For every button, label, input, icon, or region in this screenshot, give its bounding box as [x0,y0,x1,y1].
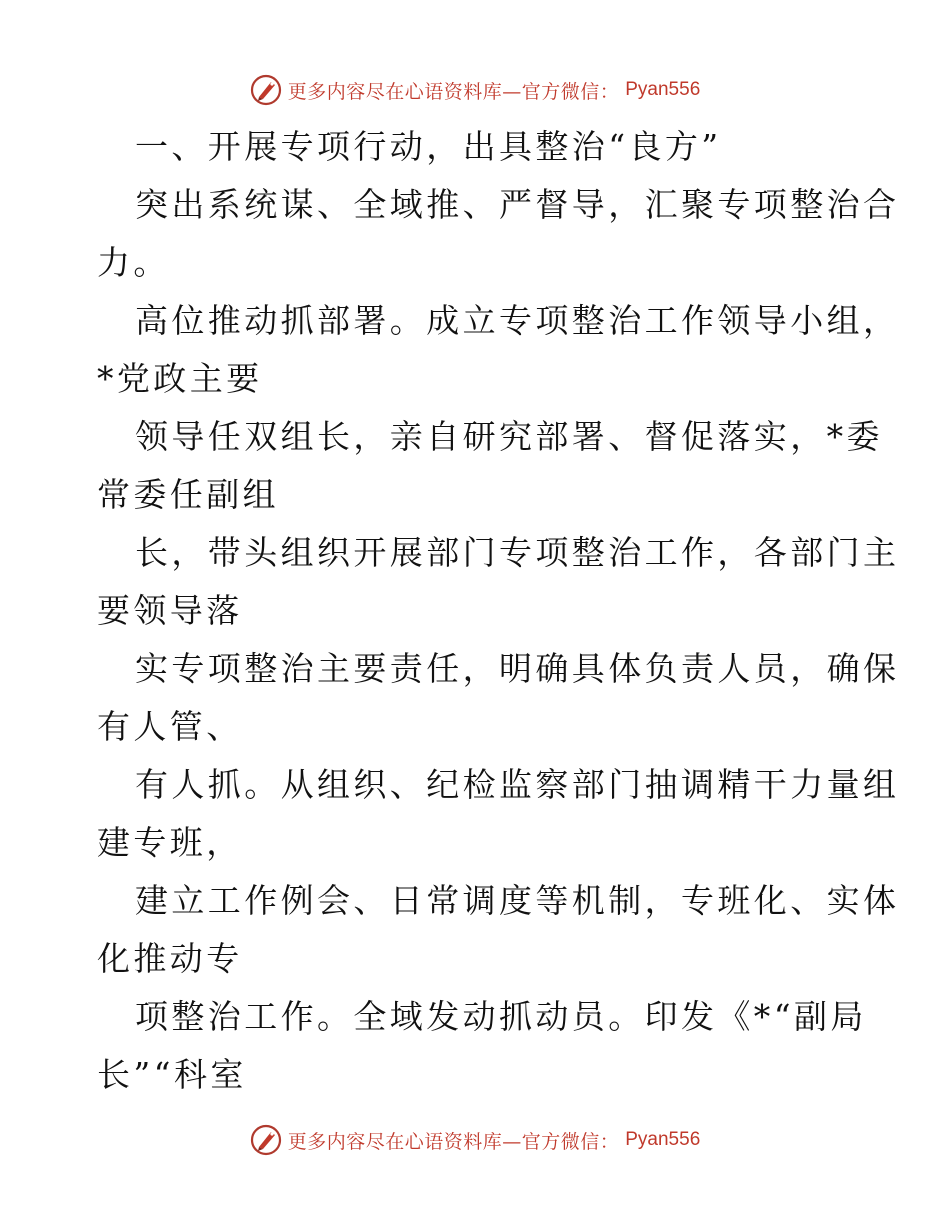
paragraph-line: 常委任副组 [97,475,279,514]
paragraph-line: 力。 [97,243,170,282]
pen-logo-icon [250,1124,282,1156]
header-watermark [0,72,950,108]
paragraph-line: 实专项整治主要责任，明确具体负责人员，确保 [135,649,900,688]
watermark-text: 更多内容尽在心语资料库—官方微信： [287,1130,620,1153]
paragraph-line: 长”“科室 [97,1055,247,1094]
paragraph-line: 建立工作例会、日常调度等机制，专班化、实体 [135,881,900,920]
document-body [97,118,900,1104]
paragraph-line: 项整治工作。全域发动抓动员。印发《*“副局 [135,997,867,1036]
paragraph-line: 长，带头组织开展部门专项整治工作，各部门主 [135,533,900,572]
paragraph-line: *党政主要 [97,359,263,398]
paragraph-line: 化推动专 [97,939,243,978]
paragraph-line: 高位推动抓部署。成立专项整治工作领导小组， [135,301,900,340]
pen-logo-icon [250,74,282,106]
watermark-wechat-id: Pyan556 [625,79,701,100]
paragraph-line: 有人抓。从组织、纪检监察部门抽调精干力量组 [135,765,900,804]
heading-line: 一、开展专项行动，出具整治“良方” [135,127,722,166]
paragraph-line: 有人管、 [97,707,243,746]
watermark-text: 更多内容尽在心语资料库—官方微信： [287,80,620,103]
paragraph-line: 建专班， [97,823,243,862]
watermark-wechat-id: Pyan556 [625,1129,701,1150]
paragraph-line: 要领导落 [97,591,243,630]
paragraph-line: 突出系统谋、全域推、严督导，汇聚专项整治合 [135,185,900,224]
footer-watermark [0,1122,950,1158]
paragraph-line: 领导任双组长，亲自研究部署、督促落实，*委 [135,417,883,456]
